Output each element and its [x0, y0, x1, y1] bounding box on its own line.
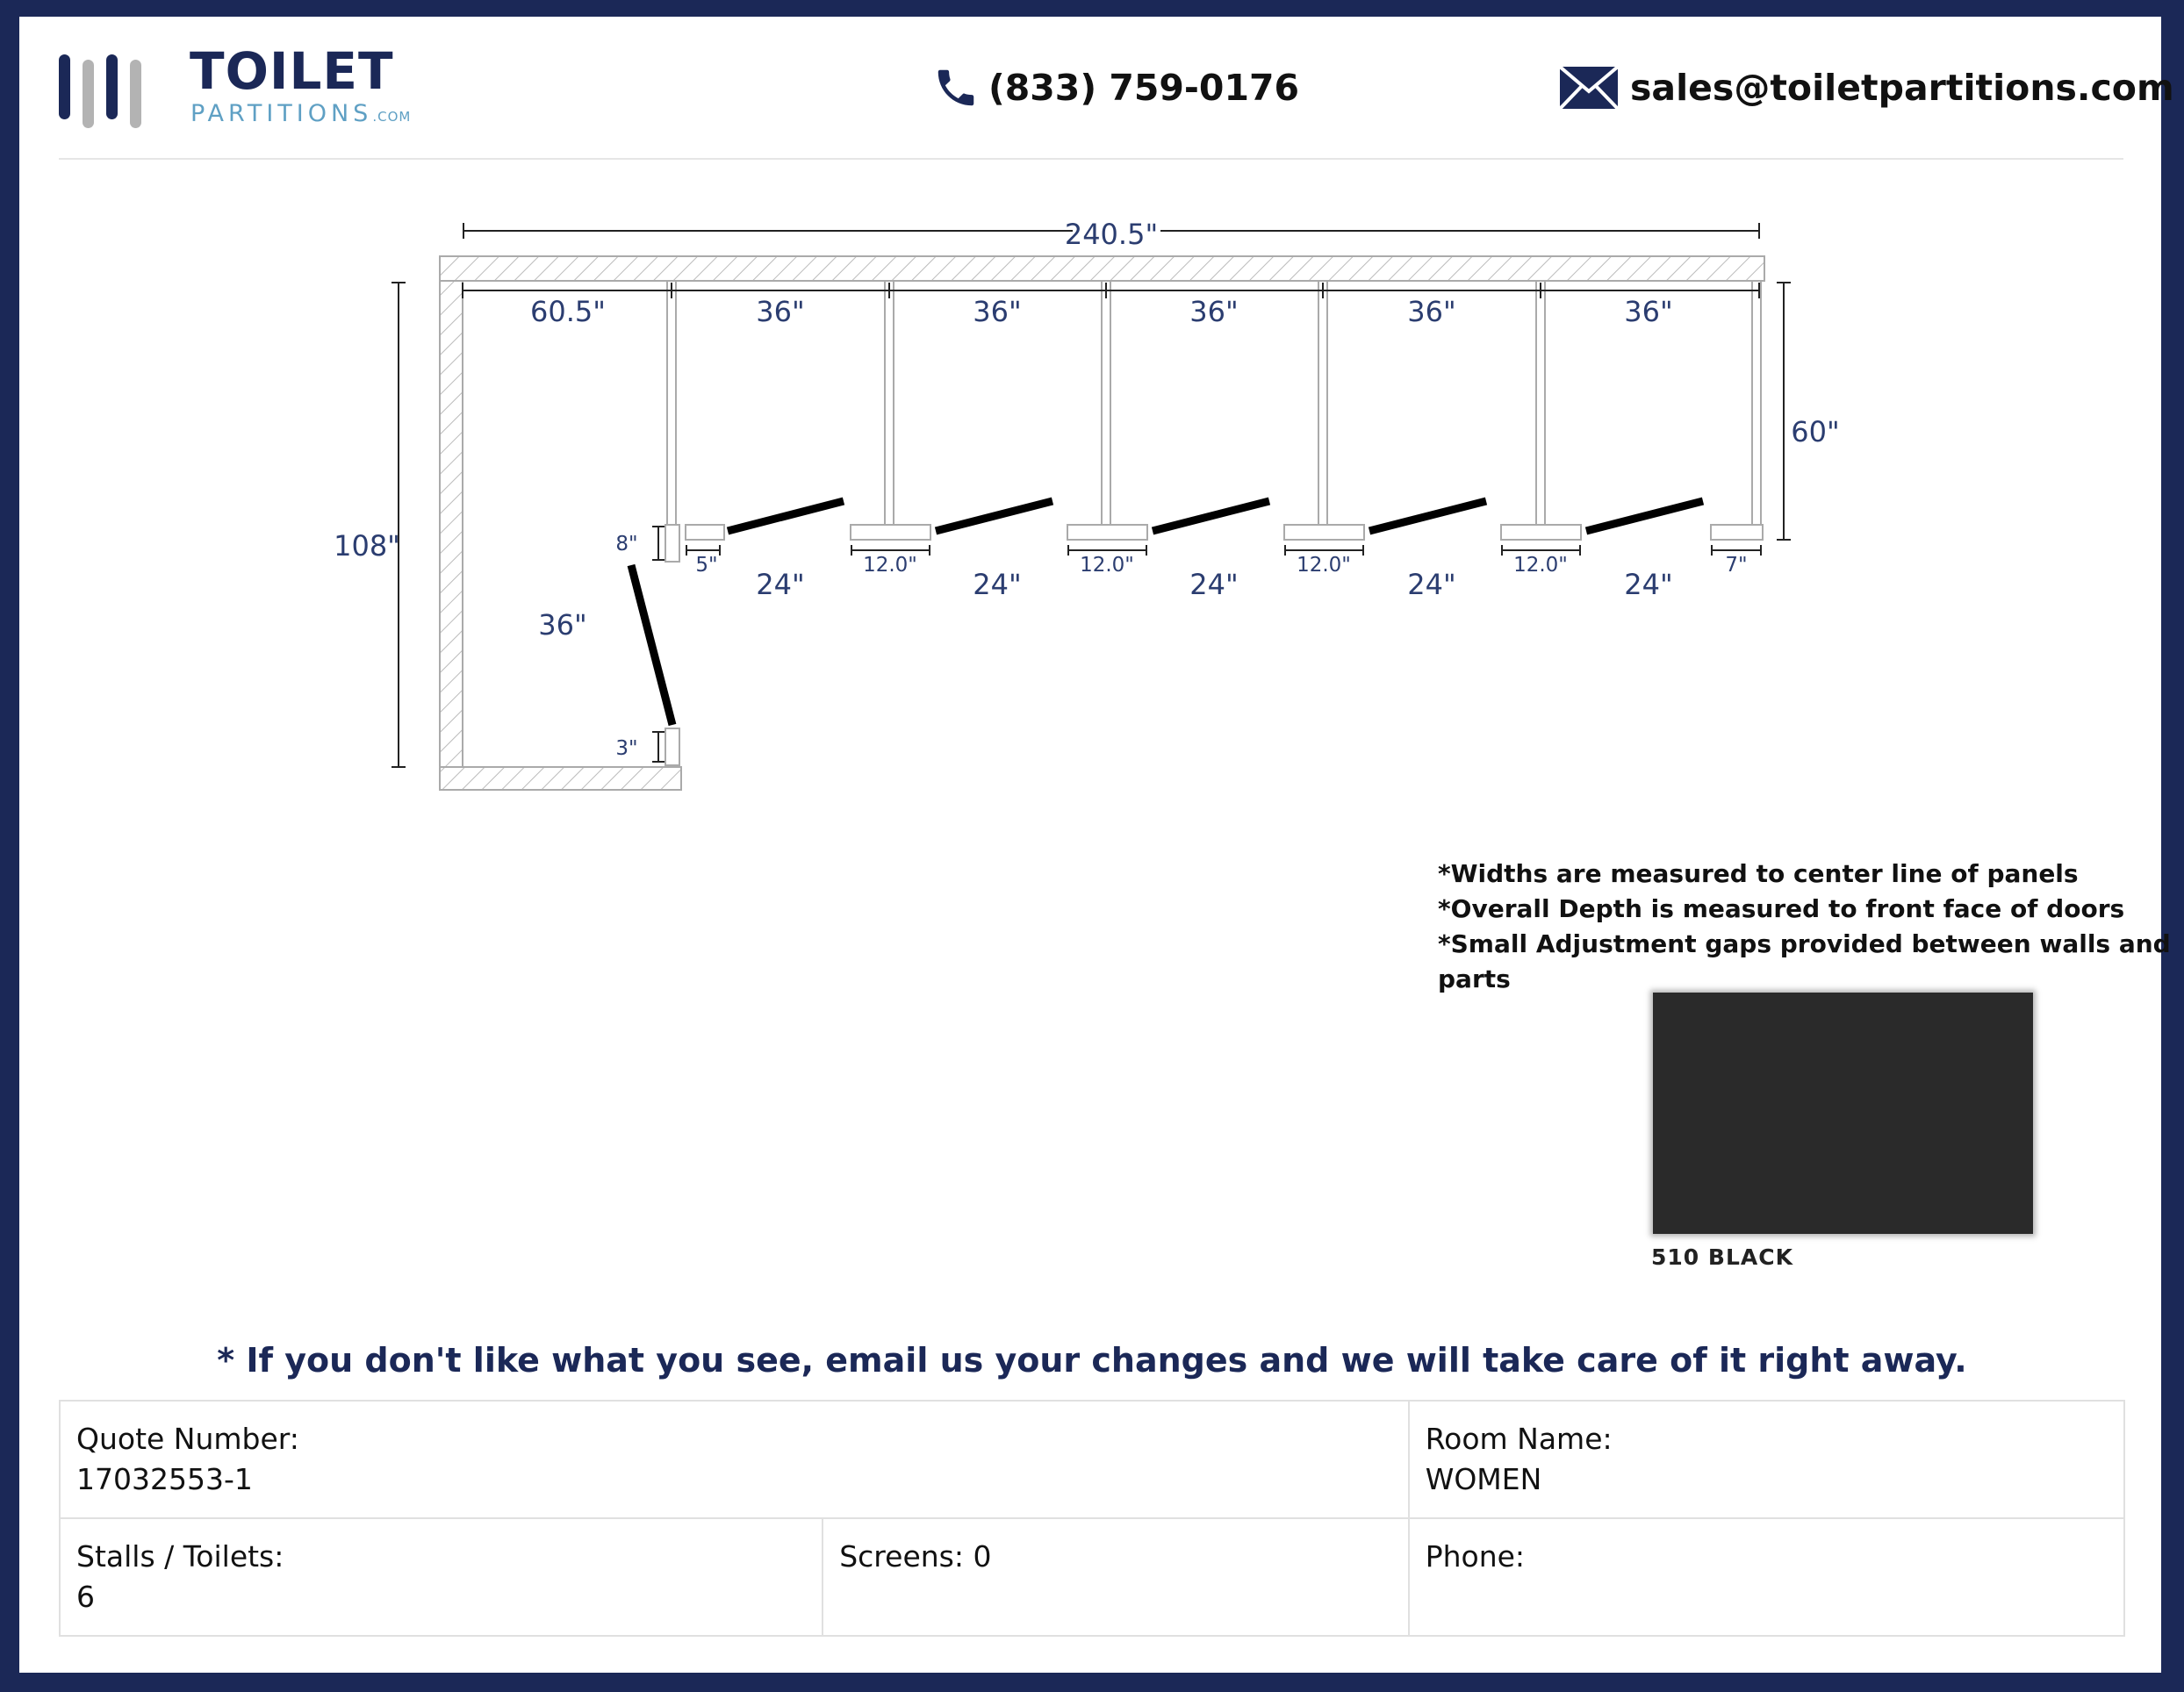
door-3 [1153, 501, 1269, 531]
door-2 [936, 501, 1052, 531]
dim-side-door: 36" [538, 608, 587, 642]
room-name-label: Room Name: [1425, 1422, 1613, 1456]
panel-6 [1752, 281, 1761, 525]
stalls-cell [60, 1518, 823, 1636]
dim-pilaster-5: 12.0" [1513, 554, 1568, 577]
door-4 [1369, 501, 1486, 531]
panel-3 [1102, 281, 1110, 525]
screens-label: Screens: 0 [839, 1539, 992, 1574]
dim-stall-width-6: 36" [1624, 295, 1673, 328]
stalls-label: Stalls / Toilets: [76, 1539, 284, 1574]
door-1 [728, 501, 844, 531]
pilaster-side-bottom [665, 728, 679, 765]
color-swatch-label: 510 BLACK [1651, 1244, 1793, 1270]
dim-stall-width-5: 36" [1407, 295, 1456, 328]
table-row [60, 1518, 2124, 1636]
call-to-action: * If you don't like what you see, email us your changes and we will take care of it right away. [217, 1341, 1967, 1380]
dim-stall-width-4: 36" [1189, 295, 1239, 328]
dim-overall-width: 240.5" [1064, 218, 1159, 251]
pilaster-4 [1284, 525, 1364, 540]
dim-pilaster-4: 12.0" [1297, 554, 1351, 577]
dim-stall-depth: 60" [1791, 415, 1840, 448]
logo-suffix: .COM [372, 109, 412, 125]
color-swatch [1653, 993, 2033, 1234]
pilaster-5 [1501, 525, 1581, 540]
note-line: *Small Adjustment gaps provided between walls and parts [1438, 929, 2171, 993]
panel-2 [885, 281, 894, 525]
dim-pilaster-6: 7" [1725, 554, 1748, 577]
wall-bottom [440, 767, 681, 790]
dim-stall-width-2: 36" [756, 295, 805, 328]
pilaster-1 [686, 525, 724, 540]
wall-left [440, 281, 463, 767]
note-line: *Widths are measured to center line of panels [1438, 859, 2079, 888]
stalls-value: 6 [76, 1580, 95, 1614]
room-name-value: WOMEN [1425, 1462, 1542, 1496]
pilaster-side-top [665, 525, 679, 562]
phone-number[interactable]: (833) 759-0176 [988, 67, 1300, 109]
dim-pilaster-3: 12.0" [1080, 554, 1134, 577]
door-5 [1586, 501, 1703, 531]
pilaster-6 [1711, 525, 1763, 540]
quote-number-value: 17032553-1 [76, 1462, 253, 1496]
panel-1 [667, 281, 676, 527]
dim-door-2: 24" [973, 568, 1022, 601]
note-line: *Overall Depth is measured to front face of doors [1438, 894, 2125, 923]
dim-stall-width-3: 36" [973, 295, 1022, 328]
panel-4 [1318, 281, 1327, 525]
table-row [60, 1401, 2124, 1518]
dim-side-pilaster-bottom: 3" [615, 737, 638, 760]
phone-label: Phone: [1425, 1539, 1526, 1574]
panel-5 [1536, 281, 1545, 525]
quote-number-cell [60, 1401, 1409, 1518]
email-address[interactable]: sales@toiletpartitions.com [1630, 67, 2174, 109]
dim-door-5: 24" [1624, 568, 1673, 601]
room-name-cell [1409, 1401, 2124, 1518]
quote-number-label: Quote Number: [76, 1422, 299, 1456]
dim-stall-width-1: 60.5" [530, 295, 606, 328]
screens-cell [823, 1518, 1408, 1636]
phone-cell [1409, 1518, 2124, 1636]
logo-wordmark: TOILET [190, 41, 394, 101]
door-side [631, 565, 672, 725]
wall-top [440, 256, 1764, 281]
quote-info-table [59, 1400, 2125, 1637]
notes-list [1438, 857, 2184, 997]
pilaster-3 [1067, 525, 1147, 540]
dim-pilaster-1: 5" [695, 554, 718, 577]
pilaster-2 [851, 525, 930, 540]
dim-side-pilaster-top: 8" [615, 533, 638, 556]
dim-overall-depth: 108" [334, 529, 400, 563]
dim-door-3: 24" [1189, 568, 1239, 601]
pilasters [665, 525, 1763, 765]
logo-subtitle-text: PARTITIONS [190, 100, 373, 127]
dim-pilaster-2: 12.0" [863, 554, 917, 577]
dim-door-1: 24" [756, 568, 805, 601]
dim-door-4: 24" [1407, 568, 1456, 601]
